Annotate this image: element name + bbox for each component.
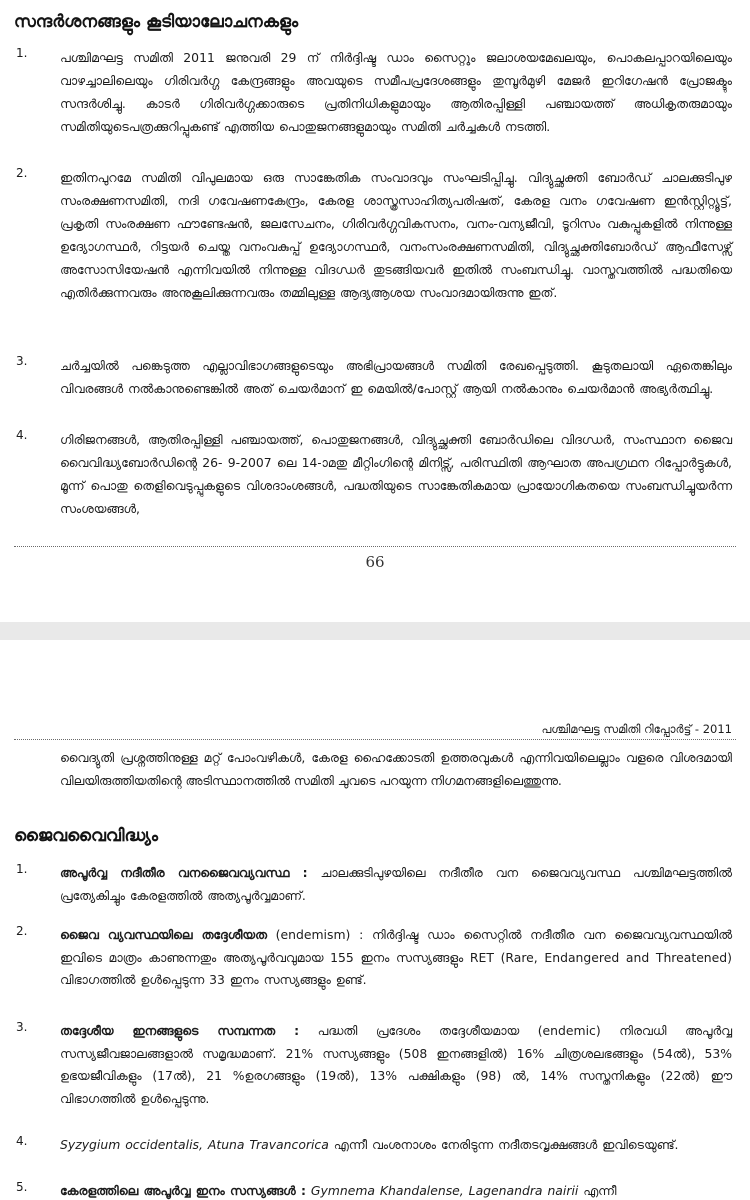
item-lead-italic: Gymnema Khandalense, Lagenandra nairii	[305, 1183, 579, 1198]
item-body: എന്നീ	[578, 1183, 617, 1198]
item-number: 1.	[16, 862, 28, 876]
item-text: പശ്ചിമഘട്ട സമിതി 2011 ജനുവരി 29 ന് നിർദ്ദിഷ്ട ഡാം സൈറ്റും ജലാശയമേഖലയും, പൊകലപ്പാറയിലെയും വാഴച്ചാലിലെയും ഗിരിവർഗ്ഗ കേന്ദ്രങ്ങളും അവയുടെ സമീപപ്രദേശങ്ങളും തുമ്പൂർമുഴി മേജർ ഇറിഗേഷൻ പ്രോജക്ടും സന്ദർശിച്ചു. കാടർ ഗിരിവർഗ്ഗക്കാരുടെ പ്രതിനിധികളുമായും ആതിരപ്പിള്ളി പഞ്ചായത്ത് അധികൃതരുമായും സമിതിയുടെപത്രക്കുറിപ്പുകണ്ട് എത്തിയ പൊതുജനങ്ങളുമായും സമിതി ചർച്ചകൾ നടത്തി.	[60, 50, 732, 134]
item-number: 1.	[16, 46, 28, 60]
item-text: ചർച്ചയിൽ പങ്കെടുത്ത എല്ലാവിഭാഗങ്ങളുടെയും അഭിപ്രായങ്ങൾ സമിതി രേഖപ്പെടുത്തി. കൂടുതലായി ഏതെങ്കിലും വിവരങ്ങൾ നൽകാനുണ്ടെങ്കിൽ അത് ചെയർമാന് ഇ മെയിൽ/പോസ്റ്റ് ആയി നൽകാനും ചെയർമാൻ അഭ്യർത്ഥിച്ചു.	[60, 358, 732, 396]
item-number: 3.	[16, 1020, 28, 1034]
footer-divider	[14, 546, 736, 547]
item-body: (endemism) : നിർദ്ദിഷ്ട ഡാം സൈറ്റിൽ നദീതീര വന ജൈവവ്യവസ്ഥയിൽ ഇവിടെ മാത്രം കാണുന്നതും അത്യപൂർവവുമായ 155 ഇനം സസ്യങ്ങളും RET (Rare, Endangered and Threatened) വിഭാഗത്തിൽ ഉൾപ്പെടുന്ന 33 ഇനം സസ്യങ്ങളും ഉണ്ട്.	[60, 927, 732, 987]
continuation-paragraph: വൈദ്യുതി പ്രശ്നത്തിനുള്ള മറ്റ് പോംവഴികൾ, കേരള ഹൈക്കോടതി ഉത്തരവുകൾ എന്നിവയിലെല്ലാം വളരെ വിശദമായി വിലയിരുത്തിയതിന്റെ അടിസ്ഥാനത്തിൽ സമിതി ചുവടെ പറയുന്ന നിഗമനങ്ങളിലെത്തുന്നു.	[60, 750, 732, 788]
item-text: ഗിരിജനങ്ങൾ, ആതിരപ്പിള്ളി പഞ്ചായത്ത്, പൊതുജനങ്ങൾ, വിദ്യുച്ഛക്തി ബോർഡിലെ വിദഗ്ധർ, സംസ്ഥാന ജൈവ വൈവിദ്ധ്യബോർഡിന്റെ 26- 9-2007 ലെ 14-ാമതു മീറ്റിംഗിന്റെ മിനിട്സ്, പരിസ്ഥിതി ആഘാത അപഗ്രഥന റിപ്പോർട്ടുകൾ, മൂന്ന് പൊതു തെളിവെടുപ്പുകളുടെ വിശദാംശങ്ങൾ, പദ്ധതിയുടെ സാങ്കേതികമായ പ്രായോഗികതയെ സംബന്ധിച്ചുയർന്ന സംശയങ്ങൾ,	[60, 432, 732, 516]
header-divider	[14, 739, 736, 740]
item-lead: അപൂർവ്വ നദീതീര വനജൈവവ്യവസ്ഥ :	[60, 865, 308, 880]
list-item	[0, 1134, 750, 1182]
item-text	[60, 862, 732, 907]
document-page-67	[0, 640, 750, 1200]
list-item	[0, 166, 750, 344]
item-body: പദ്ധതി പ്രദേശം തദ്ദേശീയമായ (endemic) നിരവധി അപൂർവ്വ സസ്യജീവജാലങ്ങളാൽ സമൃദ്ധമാണ്. 21% സസ്യങ്ങളും (508 ഇനങ്ങളിൽ) 16% ചിത്രശലഭങ്ങളും (54ൽ), 53% ഉഭയജീവികളും (17ൽ), 21 %ഉരഗങ്ങളും (19ൽ), 13% പക്ഷികളും (98) ൽ, 14% സസ്തനികളും (22ൽ) ഈ വിഭാഗത്തിൽ ഉൾപ്പെടുന്നു.	[60, 1023, 732, 1106]
running-header: പശ്ചിമഘട്ട സമിതി റിപ്പോർട്ട് - 2011	[541, 722, 732, 736]
item-number: 3.	[16, 354, 28, 368]
item-body: ചാലക്കുടിപുഴയിലെ നദീതീര വന ജൈവവ്യവസ്ഥ പശ്ചിമഘട്ടത്തിൽ പ്രത്യേകിച്ചും കേരളത്തിൽ അത്യപൂർവ്വമാണ്.	[60, 865, 732, 903]
item-number: 2.	[16, 924, 28, 938]
section-title-visits: സന്ദർശനങ്ങളും കൂടിയാലോചനകളും	[14, 12, 299, 32]
page-number: 66	[365, 553, 385, 571]
item-text	[60, 924, 732, 992]
item-text	[60, 1020, 732, 1110]
list-item	[0, 428, 750, 518]
list-item	[0, 46, 750, 156]
list-item	[0, 924, 750, 1014]
item-lead-italic: Syzygium occidentalis, Atuna Travancorica	[60, 1137, 329, 1152]
item-lead: തദ്ദേശീയ ഇനങ്ങളുടെ സമ്പന്നത :	[60, 1023, 300, 1038]
item-body: എന്നീ വംശനാശം നേരിടുന്ന നദീതടവൃക്ഷങ്ങൾ ഇവിടെയുണ്ട്.	[328, 1137, 679, 1152]
list-item	[0, 1020, 750, 1130]
item-number: 2.	[16, 166, 28, 180]
list-item	[0, 354, 750, 418]
item-number: 4.	[16, 1134, 28, 1148]
item-text	[60, 1134, 732, 1157]
item-number: 5.	[16, 1180, 28, 1194]
list-item	[0, 862, 750, 918]
section-title-biodiversity: ജൈവവൈവിദ്ധ്യം	[14, 826, 159, 846]
item-text	[60, 1180, 732, 1200]
item-text: ഇതിനപുറമേ സമിതി വിപുലമായ ഒരു സാങ്കേതിക സംവാദവും സംഘടിപ്പിച്ചു. വിദ്യുച്ഛക്തി ബോർഡ് ചാലക്കുടിപുഴ സംരക്ഷണസമിതി, നദി ഗവേഷണകേന്ദ്രം, കേരള ശാസ്ത്രസാഹിത്യപരിഷത്, കേരള വനം ഗവേഷണ ഇൻസ്റ്റിറ്റ്യൂട്ട്, പ്രകൃതി സംരക്ഷണ ഫൗണ്ടേഷൻ, ജലസേചനം, ഗിരിവർഗ്ഗവികസനം, വനം-വന്യജീവി, ടൂറിസം വകുപ്പുകളിൽ നിന്നുള്ള ഉദ്യോഗസ്ഥർ, റിട്ടയർ ചെയ്ത വനംവകുപ്പ് ഉദ്യോഗസ്ഥർ, വനംസംരക്ഷണസമിതി, വിദ്യുച്ഛക്തിബോർഡ് ആഫീസേഴ്സ് അസോസിയേഷൻ എന്നിവയിൽ നിന്നുള്ള വിദഗ്ധർ തുടങ്ങിയവർ ഇതിൽ സംബന്ധിച്ചു. വാസ്തവത്തിൽ പദ്ധതിയെ എതിർക്കുന്നവരും അനുകൂലിക്കുന്നവരും തമ്മിലുള്ള ആദ്യആശയ സംവാദമായിരുന്നു ഇത്.	[60, 170, 732, 300]
item-number: 4.	[16, 428, 28, 442]
list-item	[0, 1180, 750, 1200]
item-lead: ജൈവ വ്യവസ്ഥയിലെ തദ്ദേശീയത	[60, 927, 267, 942]
page-separator	[0, 622, 750, 640]
item-lead: കേരളത്തിലെ അപൂർവ്വ ഇനം സസ്യങ്ങൾ :	[60, 1183, 306, 1198]
